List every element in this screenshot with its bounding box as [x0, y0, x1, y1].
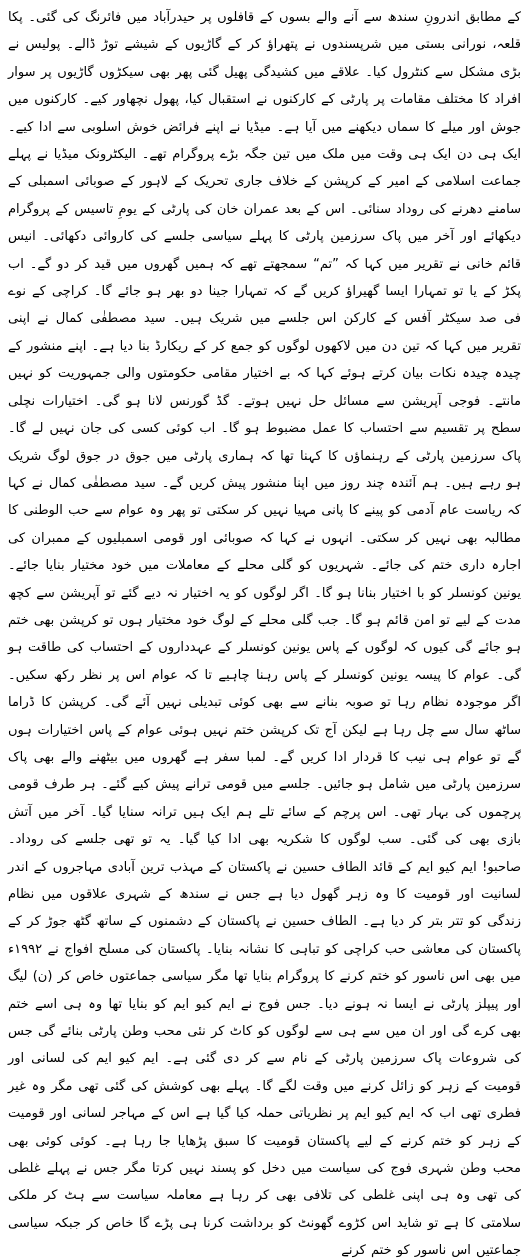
article-body-text: کے مطابق اندرونِ سندھ سے آنے والے بسوں کے قافلوں پر حیدرآباد میں فائرنگ کی گئی۔ پکا قلعہ، نورانی بستی میں شرپسندوں نے پتھراؤ کر کے گاڑیوں کے شیشے توڑ ڈالے۔ پولیس نے بڑی مشکل سے کنٹرول کیا۔ علاقے میں کشیدگی پھیل گئی پھر بھی سیکڑوں گاڑیوں پر سوار افراد کا مختلف مقامات پر پارٹی کے کارکنوں نے استقبال کیا، پھول نچھاور کیے۔ کارکنوں میں جوش اور میلے کا سماں دیکھنے میں آیا ہے۔ میڈیا نے اپنے فرائض خوش اسلوبی سے ادا کیے۔ ایک ہی دن ایک ہی وقت میں ملک میں تین جگہ بڑے پروگرام تھے۔ الیکٹرونک میڈیا نے پہلے جماعت اسلامی کے امیر کے کرپشن کے خلاف جاری تحریک کے لاہور کے صوبائی اسمبلی کے سامنے دھرنے کی روداد سنائی۔ اس کے بعد عمران خان کی پارٹی کے یومِ تاسیس کے پروگرام دیکھائے اور آخر میں پاک سرزمین پارٹی کا پہلے سیاسی جلسے کی کاروائی دکھائی۔ انیس قائم خانی نے تقریر میں کہا کہ ”تم“ سمجھتے تھے کہ ہمیں گھروں میں قید کر دو گے۔ اب پکڑ کے یا تو تمہارا ایسا گھیراؤ کریں گے کہ تمہارا جینا دو بھر ہو جائے گا۔ کراچی کے نوے فی صد سیکٹر آفس کے کارکن اس جلسے میں شریک ہیں۔ سید مصطفٰی کمال نے اپنی تقریر میں کہا کہ تین دن میں لاکھوں لوگوں کو جمع کر کے ریکارڈ بنا دیا ہے۔ اپنے منشور کے چیدہ چیدہ نکات بیان کرتے ہوئے کہا کہ بے اختیار مقامی حکومتوں والی جمہوریت کو نہیں مانتے۔ فوجی آپریشن سے مسائل حل نہیں ہوتے۔ گڈ گورنس لانا ہو گی۔ اختیارات نچلی سطح پر تقسیم سے احتساب کا عمل مضبوط ہو گا۔ اب کوئی کسی کی جان نہیں لے گا۔ پاک سرزمین پارٹی کے رہنماؤں کا کہنا تھا کہ ہماری پارٹی میں جوق در جوق لوگ شریک ہو رہے ہیں۔ ہم آئندہ چند روز میں اپنا منشور پیش کریں گے۔ سید مصطفٰی کمال نے کہا کہ ریاست عام آدمی کو پینے کا پانی مہیا نہیں کر سکتی تو پھر وہ عوام سے حب الوطنی کا مطالبہ بھی نہیں کر سکتی۔ انہوں نے کہا کہ صوبائی اور قومی اسمبلیوں کے ممبران کی اجارہ داری ختم کی جائے۔ شہریوں کو گلی محلے کے معاملات میں خود مختیار بنایا جائے۔ یونین کونسلر کو با اختیار بنانا ہو گا۔ اگر لوگوں کو یہ اختیار نہ دیے گئے تو آپریشن سے کچھ مدت کے لیے تو امن قائم ہو گا۔ جب گلی محلے کے لوگ خود مختیار ہوں تو کرپشن بھی ختم ہو جائے گی کیوں کہ لوگوں کے پاس یونین کونسلر کے عہدداروں کے احتساب کی طاقت ہو گی۔ عوام کا پیسہ یونین کونسلر کے پاس رہنا چاہیے تا کہ عوام اس پر نظر رکھ سکیں۔ اگر موجودہ نظام رہا تو صوبہ بنانے سے بھی کوئی تبدیلی نہیں آئے گی۔ کرپشن کا ڈراما ساٹھ سال سے چل رہا ہے لیکن آج تک کرپشن ختم نہیں ہوئی عوام کے پاس اختیارات ہوں گے تو عوام ہی نیب کا قردار ادا کریں گے۔ لمبا سفر ہے گھروں میں بیٹھنے والے بھی پاک سرزمین پارٹی میں شامل ہو جائیں۔ جلسے میں قومی ترانے پیش کیے گئے۔ ہر طرف قومی پرچموں کی بہار تھی۔ اس پرچم کے سائے تلے ہم ایک ہیں ترانہ سنایا گیا۔ آخر میں آتش بازی بھی کی گئی۔ سب لوگوں کا شکریہ بھی ادا کیا گیا۔ یہ تو تھی جلسے کی روداد۔ صاحبو! ایم کیو ایم کے قائد الطاف حسین نے پاکستان کے مہذب ترین آبادی مہاجروں کے اندر لسانیت اور قومیت کا وہ زہر گھول دیا ہے جس نے سندھ کے شہری علاقوں میں نظام زندگی کو تتر بتر کر دیا ہے۔ الطاف حسین نے پاکستان کے دشمنوں کے ساتھ گٹھ جوڑ کر کے پاکستان کی معاشی حب کراچی کو تباہی کا نشانہ بنایا۔ پاکستان کی مسلح افواج نے ۱۹۹۲ء میں بھی اس ناسور کو ختم کرنے کا پروگرام بنایا تھا مگر سیاسی جماعتوں خاص کر (ن) لیگ اور پیپلز پارٹی نے ایسا نہ ہونے دیا۔ جس فوج نے ایم کیو ایم کو بنایا تھا وہ ہی اسے ختم بھی کرے گی اور ان میں سے ہی سے لوگوں کو کاٹ کر نئی محب وطن پارٹی بنائے گی جس کی شروعات پاک سرزمین پارٹی کے نام سے کر دی گئی ہے۔ ایم کیو ایم کی لسانی اور قومیت کے زہر کو زائل کرنے میں وقت لگے گا۔ پہلے بھی کوشش کی گئی تھی مگر وہ غیر فطری تھی اب کہ ایم کیو ایم پر نظریاتی حملہ کیا گیا ہے اس کے مہاجر لسانی اور قومیت کے زہر کو ختم کرنے کے لیے پاکستان قومیت کا سبق پڑھایا جا رہا ہے۔ کوئی کوئی بھی محب وطن شہری فوج کی سیاست میں دخل کو پسند نہیں کرتا مگر جس نے پہلے غلطی کی تھی وہ ہی اپنی غلطی کی تلافی بھی کر رہا ہے معاملہ سیاست سے ہٹ کر ملکی سلامتی کا ہے تو شاید اس کڑوے گھونٹ کو برداشت کرنا ہی پڑے گا خاص کر جبکہ سیاسی جماعتیں اس ناسور کو ختم کرنے [8, 10, 521, 1258]
